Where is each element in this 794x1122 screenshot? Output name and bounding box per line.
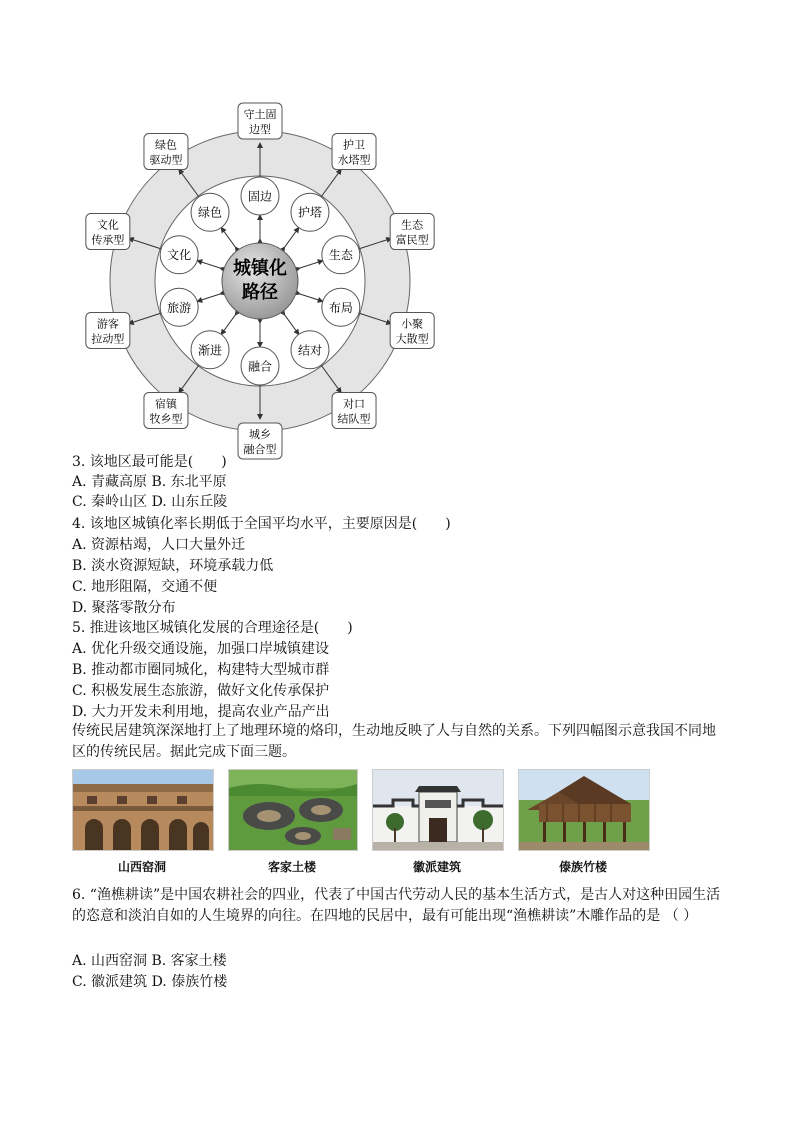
outer-node-label: 城乡 xyxy=(249,428,271,441)
question-5-stem: 5. 推进该地区城镇化发展的合理途径是( ) xyxy=(72,620,353,636)
photo-hui-style-architecture xyxy=(372,769,504,851)
outer-node-label: 守土固 xyxy=(243,108,277,121)
outer-node-label: 结队型 xyxy=(337,412,371,426)
outer-node-label: 融合型 xyxy=(243,443,277,456)
center-node xyxy=(222,243,298,319)
question-3-option-ab: A. 青藏高原 B. 东北平原 xyxy=(72,474,227,490)
inner-node-label: 文化 xyxy=(167,248,192,263)
photo-dai-bamboo-house xyxy=(518,769,650,851)
outer-node-label: 对口 xyxy=(343,397,366,411)
question-5-option-d: D. 大力开发未利用地，提高农业产品产出 xyxy=(72,704,330,720)
outer-node-label: 游客 xyxy=(96,317,119,331)
outer-node-label: 护卫 xyxy=(343,138,366,152)
outer-node-label: 绿色 xyxy=(154,138,177,152)
photo-shanxi-cave-dwelling xyxy=(72,769,214,851)
photo-caption-2: 客家土楼 xyxy=(267,860,316,874)
center-label-line1: 城镇化 xyxy=(233,258,287,279)
inner-node-label: 结对 xyxy=(297,343,322,358)
outer-node-label: 宿镇 xyxy=(154,397,177,411)
intro-paragraph: 传统民居建筑深深地打上了地理环境的烙印，生动地反映了人与自然的关系。下列四幅图示意我国不同地区的传统民居。据此完成下面三题。 xyxy=(72,723,716,760)
question-6-option-cd: C. 徽派建筑 D. 傣族竹楼 xyxy=(72,974,228,990)
outer-node-label: 富民型 xyxy=(395,233,429,247)
photo-hakka-tulou xyxy=(228,769,358,851)
question-4-option-d: D. 聚落零散分布 xyxy=(72,600,176,616)
question-3-stem: 3. 该地区最可能是( ) xyxy=(72,454,227,470)
outer-node-label: 边型 xyxy=(249,123,271,136)
outer-node-label: 传承型 xyxy=(91,233,125,247)
question-4-option-c: C. 地形阻隔，交通不便 xyxy=(72,579,218,595)
photo-caption-3: 徽派建筑 xyxy=(412,860,461,874)
urbanization-path-diagram xyxy=(70,98,450,456)
question-6-stem: 6. “渔樵耕读”是中国农耕社会的四业，代表了中国古代劳动人民的基本生活方式，是古人对这种田园生活的恣意和淡泊自如的人生境界的向往。在四地的民居中，最有可能出现“渔樵耕读”木雕作品的是 （ ） xyxy=(72,887,721,924)
question-4-option-b: B. 淡水资源短缺，环境承载力低 xyxy=(72,558,274,574)
photo-caption-1: 山西窑洞 xyxy=(117,860,166,874)
photo-caption-4: 傣族竹楼 xyxy=(558,860,607,874)
outer-node-label: 拉动型 xyxy=(91,332,125,346)
inner-node-label: 渐进 xyxy=(198,343,223,358)
question-3-option-cd: C. 秦岭山区 D. 山东丘陵 xyxy=(72,494,228,510)
inner-node-label: 固边 xyxy=(247,189,273,204)
inner-node-label: 旅游 xyxy=(167,300,192,315)
question-5-option-b: B. 推动都市圈同城化，构建特大型城市群 xyxy=(72,662,330,678)
inner-node-label: 护塔 xyxy=(297,205,322,220)
outer-node-label: 水塔型 xyxy=(337,153,371,167)
outer-node-label: 小聚 xyxy=(401,317,424,331)
center-label-line2: 路径 xyxy=(242,282,278,303)
question-4-stem: 4. 该地区城镇化率长期低于全国平均水平，主要原因是( ) xyxy=(72,516,451,532)
question-6-option-ab: A. 山西窑洞 B. 客家土楼 xyxy=(72,953,227,969)
inner-node-label: 融合 xyxy=(247,359,273,374)
outer-node-label: 牧乡型 xyxy=(149,412,183,426)
inner-node-label: 绿色 xyxy=(198,205,223,220)
question-4-option-a: A. 资源枯竭，人口大量外迁 xyxy=(72,537,246,553)
inner-node-label: 生态 xyxy=(328,248,353,263)
question-5-option-a: A. 优化升级交通设施，加强口岸城镇建设 xyxy=(72,641,330,657)
inner-node-label: 布局 xyxy=(328,300,353,315)
outer-node-label: 驱动型 xyxy=(149,153,183,167)
question-5-option-c: C. 积极发展生态旅游，做好文化传承保护 xyxy=(72,683,330,699)
outer-node-label: 文化 xyxy=(96,218,119,232)
outer-node-label: 大散型 xyxy=(395,332,429,346)
outer-node-label: 生态 xyxy=(401,218,424,232)
